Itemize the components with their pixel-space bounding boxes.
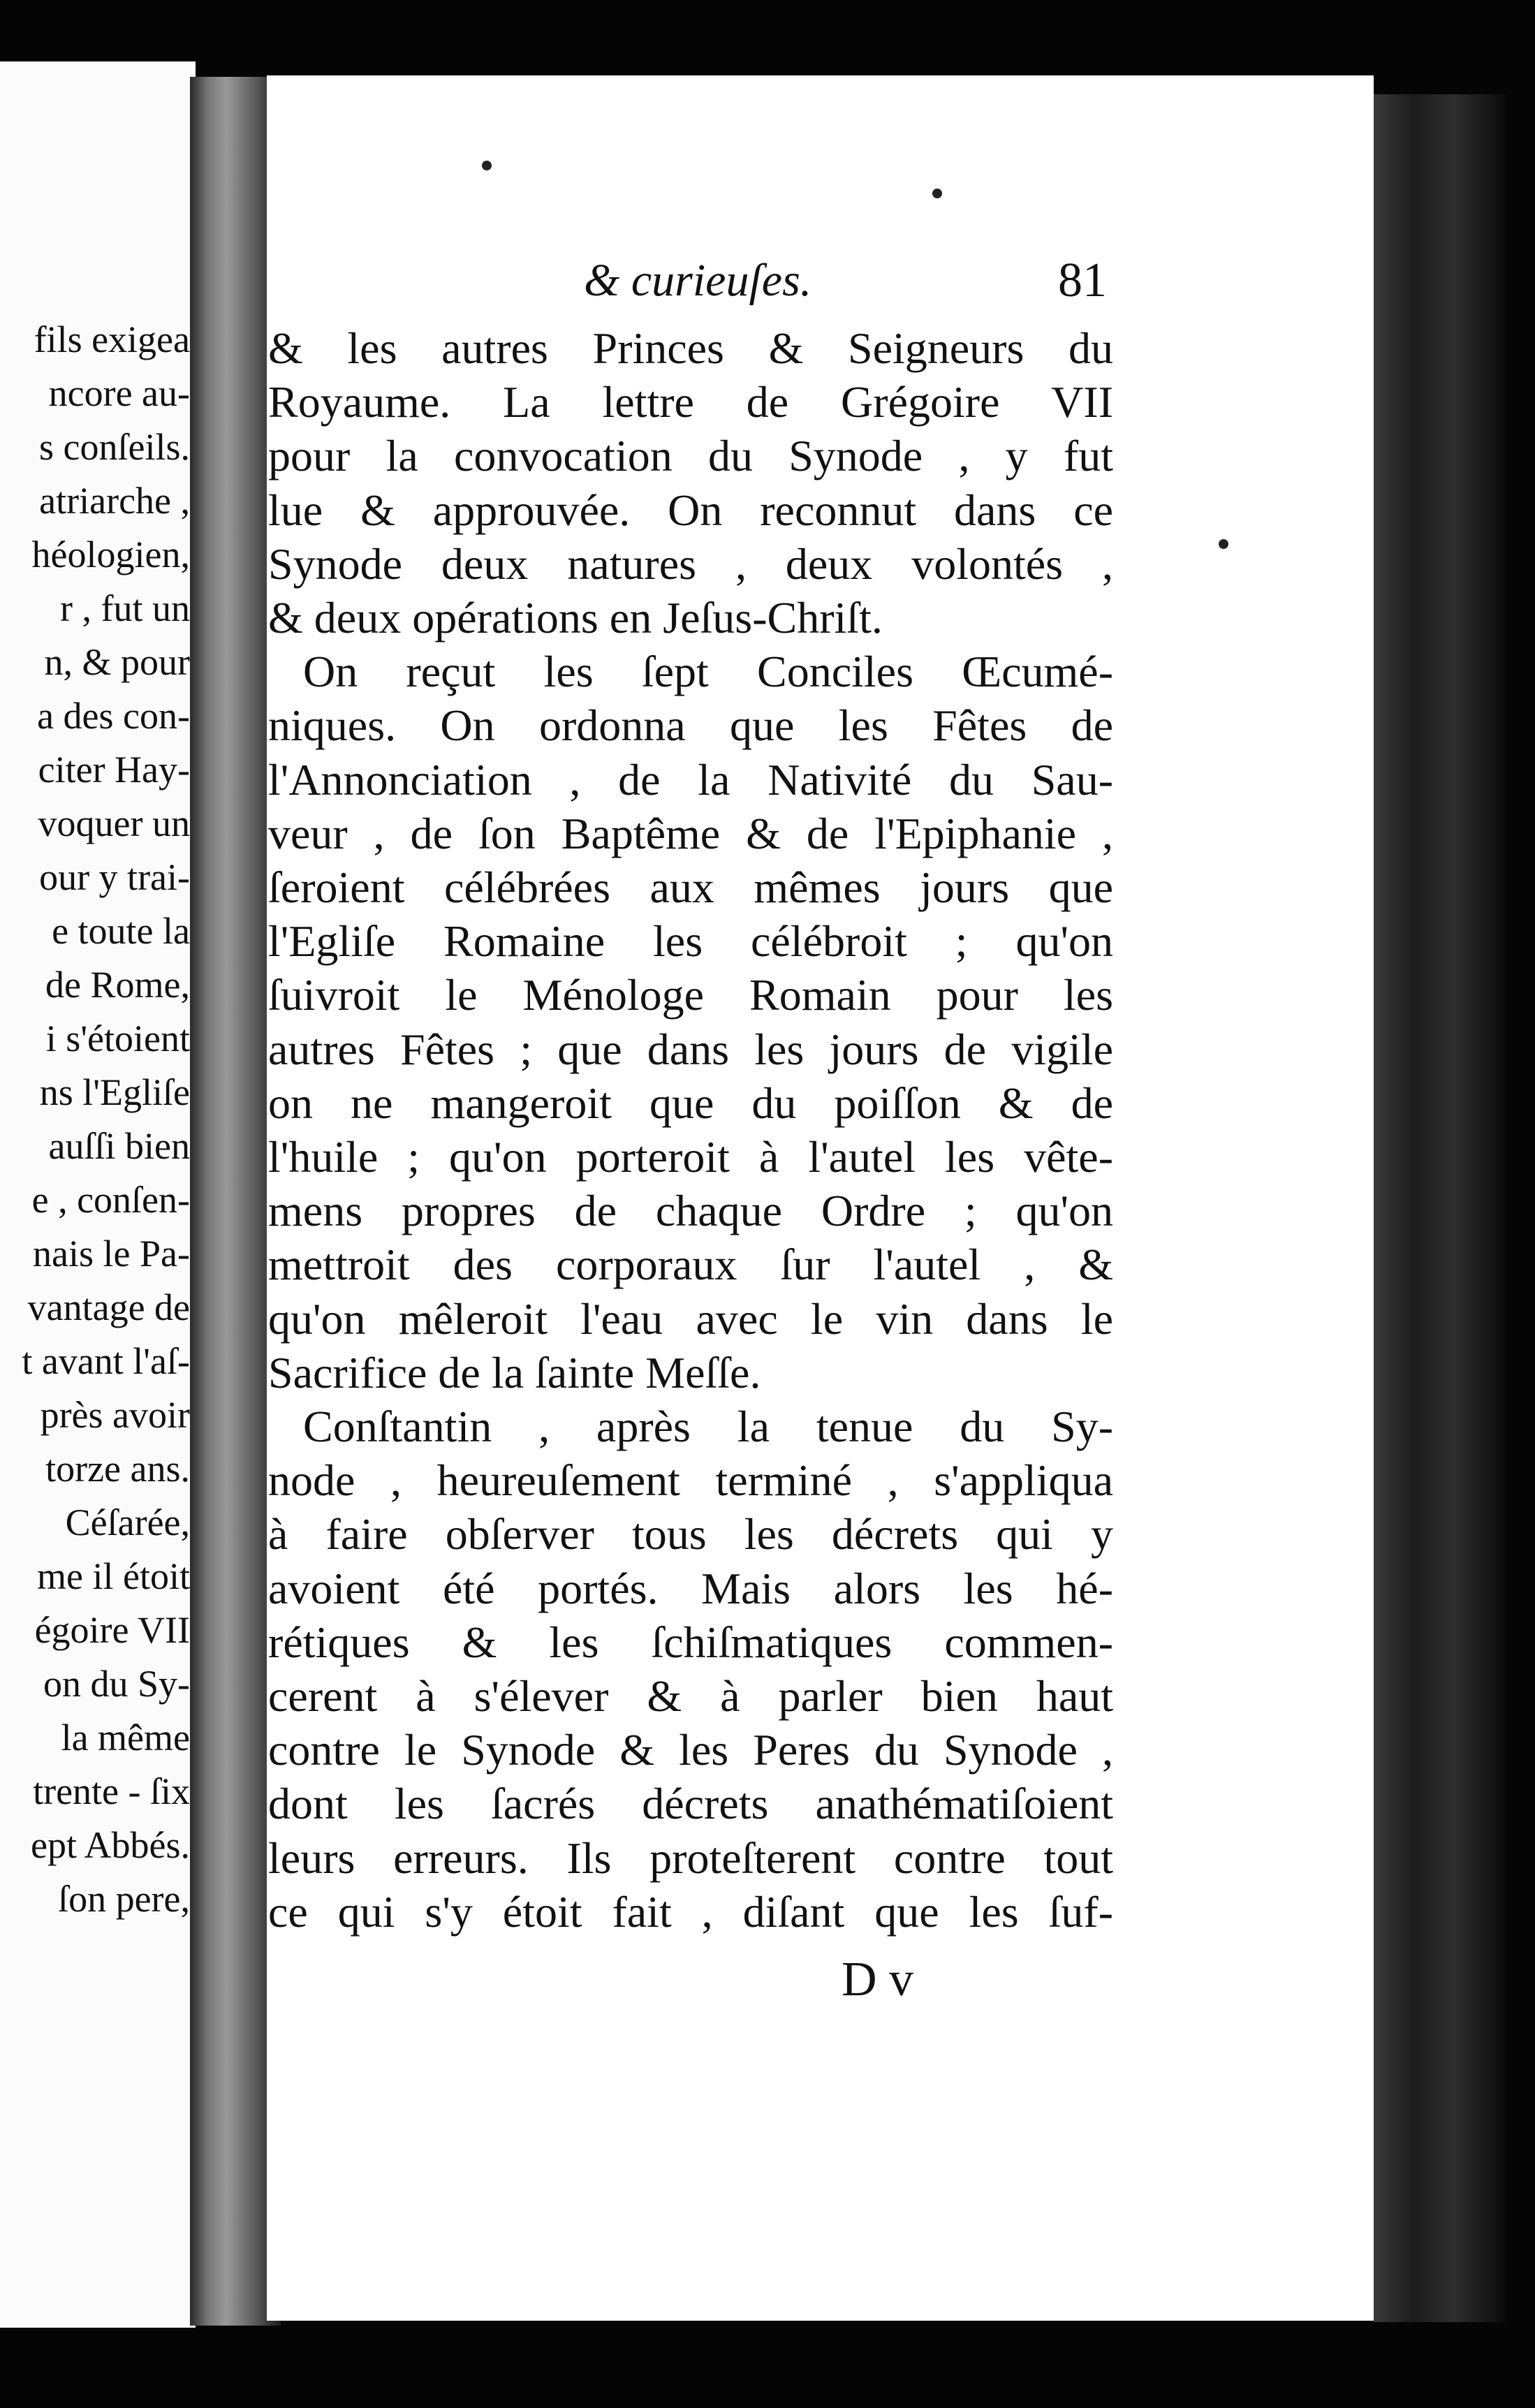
- text-line: rétiques & les ſchiſmatiques commen-: [268, 1617, 1113, 1667]
- left-page-text: [0, 313, 190, 1926]
- ink-speck: [1219, 539, 1228, 549]
- left-line: torze ans.: [45, 1448, 190, 1490]
- left-line: me il étoit: [37, 1555, 190, 1597]
- text-line: veur , de ſon Baptême & de l'Epiphanie ,: [268, 808, 1113, 858]
- left-line: fils exigea: [34, 318, 190, 360]
- left-line: ſon pere,: [58, 1878, 190, 1920]
- ink-speck: [482, 161, 492, 170]
- text-line: Royaume. La lettre de Grégoire VII: [268, 377, 1113, 427]
- text-line: cerent à s'élever & à parler bien haut: [268, 1671, 1113, 1721]
- text-line: ce qui s'y étoit fait , diſant que les ſuf-: [268, 1886, 1113, 1937]
- text-line: pour la convocation du Synode , y fut: [268, 431, 1113, 481]
- text-line: lue & approuvée. On reconnut dans ce: [268, 485, 1113, 535]
- left-line: égoire VII: [34, 1609, 190, 1651]
- text-line: qu'on mêleroit l'eau avec le vin dans le: [268, 1293, 1113, 1344]
- left-line: r , fut un: [60, 587, 190, 629]
- page-edge: [1374, 94, 1506, 2322]
- text-line: avoient été portés. Mais alors les hé-: [268, 1563, 1113, 1613]
- left-line: i s'étoient: [45, 1018, 190, 1059]
- text-line: contre le Synode & les Peres du Synode ,: [268, 1725, 1113, 1775]
- left-line: héologien,: [31, 534, 190, 575]
- left-line: atriarche ,: [39, 480, 190, 522]
- body-text: [268, 321, 1113, 1939]
- text-line: & les autres Princes & Seigneurs du: [268, 323, 1113, 373]
- text-line: dont les ſacrés décrets anathématiſoient: [268, 1779, 1113, 1829]
- left-line: voquer un: [38, 802, 190, 844]
- left-line: ept Abbés.: [31, 1824, 190, 1866]
- text-line: mettroit des corporaux ſur l'autel , &: [268, 1240, 1113, 1290]
- ink-speck: [932, 189, 942, 198]
- text-line: ſeroient célébrées aux mêmes jours que: [268, 862, 1113, 913]
- text-line: Synode deux natures , deux volontés ,: [268, 538, 1113, 589]
- left-line: Céſarée,: [65, 1502, 190, 1543]
- signature-mark: D v: [842, 1953, 914, 2006]
- left-line: trente - ſix: [33, 1770, 190, 1812]
- left-line: près avoir: [40, 1394, 190, 1436]
- left-line: auſſi bien: [48, 1125, 190, 1167]
- text-line: node , heureuſement terminé , s'appliqua: [268, 1455, 1113, 1506]
- left-line: de Rome,: [45, 964, 190, 1006]
- left-page: [0, 61, 196, 2328]
- text-line: à faire obſerver tous les décrets qui y: [268, 1509, 1113, 1559]
- text-line: on ne mangeroit que du poiſſon & de: [268, 1078, 1113, 1128]
- text-line: l'Annonciation , de la Nativité du Sau-: [268, 754, 1113, 805]
- text-line: Sacrifice de la ſainte Meſſe.: [268, 1347, 761, 1397]
- left-line: s conſeils.: [39, 426, 190, 468]
- left-line: e toute la: [52, 910, 190, 952]
- left-line: t avant l'aſ-: [22, 1340, 190, 1382]
- page-number: 81: [1058, 254, 1107, 307]
- left-line: vantage de: [27, 1286, 190, 1328]
- text-line: ſuivroit le Ménologe Romain pour les: [268, 970, 1113, 1020]
- left-line: ns l'Egliſe: [39, 1071, 190, 1113]
- text-line: mens propres de chaque Ordre ; qu'on: [268, 1186, 1113, 1236]
- text-line: autres Fêtes ; que dans les jours de vigile: [268, 1024, 1113, 1074]
- left-line: a des con-: [37, 695, 190, 737]
- left-line: our y trai-: [39, 856, 190, 898]
- left-line: citer Hay-: [38, 749, 190, 791]
- text-line: l'huile ; qu'on porteroit à l'autel les vête-: [268, 1132, 1113, 1182]
- left-line: n, & pour: [44, 641, 190, 683]
- left-line: ncore au-: [48, 372, 190, 414]
- text-line: On reçut les ſept Conciles Œcumé-: [303, 647, 1113, 697]
- text-line: leurs erreurs. Ils proteſterent contre tout: [268, 1833, 1113, 1883]
- text-line: & deux opérations en Jeſus-Chriſt.: [268, 593, 883, 643]
- text-line: l'Egliſe Romaine les célébroit ; qu'on: [268, 916, 1113, 967]
- left-line: e , conſen-: [31, 1179, 190, 1221]
- left-line: on du Sy-: [43, 1663, 190, 1705]
- running-head: & curieuſes.: [584, 255, 812, 306]
- left-line: la même: [61, 1717, 190, 1759]
- text-line: niques. On ordonna que les Fêtes de: [268, 700, 1113, 751]
- left-line: nais le Pa-: [33, 1233, 190, 1275]
- text-line: Conſtantin , après la tenue du Sy-: [303, 1402, 1113, 1452]
